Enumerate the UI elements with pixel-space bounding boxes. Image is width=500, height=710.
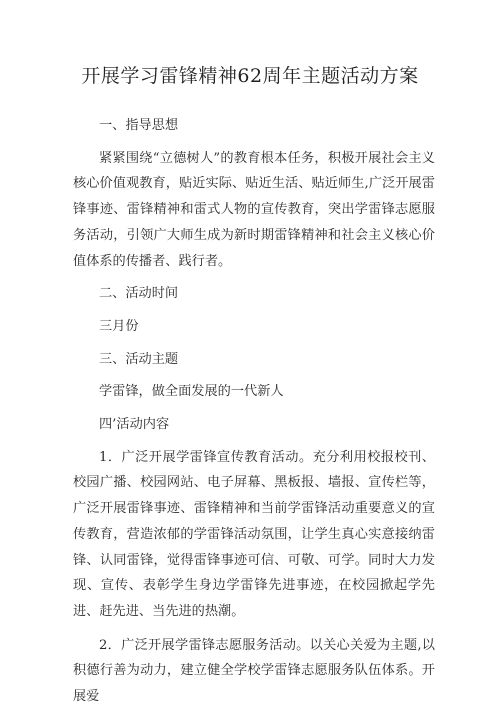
section-heading-activity-time: 二、活动时间 xyxy=(99,286,179,302)
section-heading-activity-theme: 三、活动主题 xyxy=(99,351,179,367)
section-heading-guiding-ideology: 一、指导思想 xyxy=(99,118,179,133)
section-body-activity-time: 三月份 xyxy=(99,318,139,334)
section-body-activity-theme: 学雷锋，做全面发展的一代新人 xyxy=(99,384,284,400)
activity-item-2: 2．广泛开展学雷锋志愿服务活动。以关心关爱为主题,以积德行善为动力，建立健全学校学雷锋志愿服务队伍体系。开展爱 xyxy=(73,637,435,705)
document-title: 开展学习雷锋精神62周年主题活动方案 xyxy=(81,65,419,87)
section-body-guiding-ideology: 紧紧围绕“立德树人”的教育根本任务，积极开展社会主义核心价值观教育，贴近实际、贴近生活、贴近师生,广泛开展雷锋事迹、雷锋精神和雷式人物的宣传教育，突出学雷锋志愿服务活动，引领广大师生成为新时期雷锋精神和社会主义核心价值体系的传播者、践行者。 xyxy=(73,150,435,269)
activity-item-1: 1．广泛开展学雷锋宣传教育活动。充分利用校报校刊、校园广播、校园网站、电子屏幕、黑板报、墙报、宣传栏等，广泛开展雷锋事迹、雷锋精神和当前学雷锋活动重要意义的宣传教育，营造浓郁的学雷锋活动氛围，让学生真心实意接纳雷锋、认同雷锋，觉得雷锋事迹可信、可敬、可学。同时大力发现、宣传、表彰学生身边学雷锋先进事迹，在校园掀起学先进、赶先进、当先进的热潮。 xyxy=(73,449,435,619)
section-heading-activity-content: 四’活动内容 xyxy=(99,417,170,433)
document-body xyxy=(73,113,435,710)
